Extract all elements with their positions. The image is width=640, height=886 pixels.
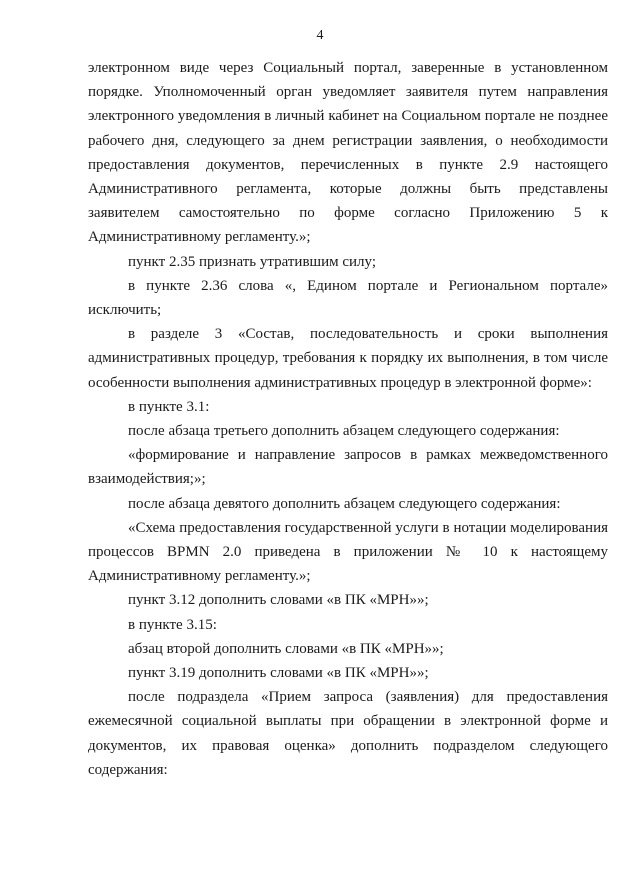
paragraph-item-3-19: пункт 3.19 дополнить словами «в ПК «МРН»»;: [128, 665, 429, 682]
document-body: [88, 56, 608, 782]
paragraph-quote-interaction: «формирование и направление запросов в рамках межведомственного взаимодействия;»;: [88, 447, 608, 488]
paragraph-after-subsection: после подраздела «Прием запроса (заявления) для предоставления ежемесячной социальной выплаты при обращении в электронной форме и документов, их правовая оценка» дополнить подразделом следующего содержания:: [88, 689, 608, 778]
paragraph-item-3-12: пункт 3.12 дополнить словами «в ПК «МРН»»;: [128, 592, 429, 609]
paragraph-after-ninth: после абзаца девятого дополнить абзацем следующего содержания:: [128, 495, 561, 512]
paragraph-second-abzac: абзац второй дополнить словами «в ПК «МРН»»;: [128, 640, 444, 657]
paragraph-item-2-35: пункт 2.35 признать утратившим силу;: [128, 253, 377, 270]
paragraph-item-2-36: в пункте 2.36 слова «, Едином портале и Региональном портале» исключить;: [88, 277, 608, 319]
paragraph-item-3-15: в пункте 3.15:: [128, 616, 217, 633]
paragraph-quote-bpmn: «Схема предоставления государственной услуги в нотации моделирования процессов BPMN 2.0 приведена в приложении № 10 к настоящему Административному регламенту.»;: [88, 519, 608, 585]
paragraph-item-3-1: в пункте 3.1:: [128, 398, 210, 415]
page-number: 4: [316, 28, 324, 43]
paragraph-continuation: электронном виде через Социальный портал, заверенные в установленном порядке. Уполномоченный орган уведомляет заявителя путем направления электронного уведомления в личный кабинет на Социальном портале не позднее рабочего дня, следующего за днем регистрации заявления, о необходимости предоставления документов, перечисленных в пункте 2.9 настоящего Административного регламента, которые должны быть представлены заявителем самостоятельно по форме согласно Приложению 5 к Административному регламенту.»;: [88, 60, 608, 246]
paragraph-after-third: после абзаца третьего дополнить абзацем следующего содержания:: [128, 423, 560, 440]
paragraph-section-3: в разделе 3 «Состав, последовательность и сроки выполнения административных процедур, требования к порядку их выполнения, в том числе особенности выполнения административных процедур в электронной форме»:: [88, 326, 608, 391]
